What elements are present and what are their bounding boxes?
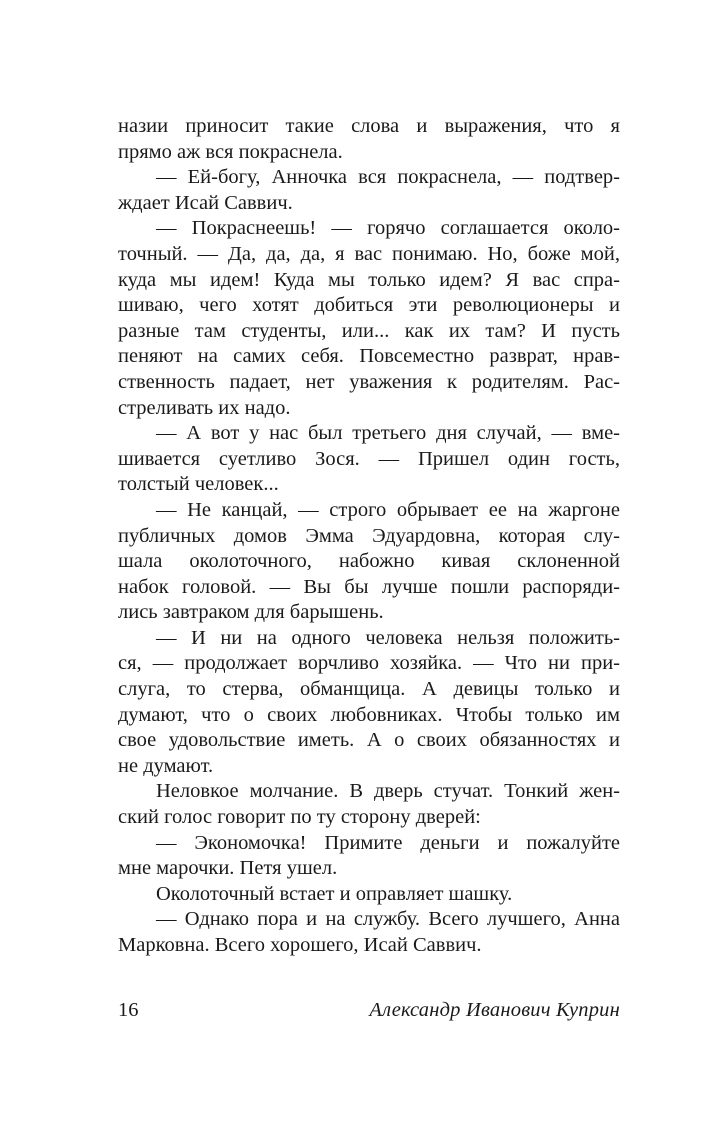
text-line: ский голос говорит по ту сторону дверей: xyxy=(118,806,481,829)
text-line: прямо аж вся покраснела. xyxy=(118,140,343,163)
text-line: — Не канцай, — строго обрывает ее на жаргоне xyxy=(156,498,620,521)
text-line: назии приносит такие слова и выражения, что я xyxy=(118,115,620,137)
text-line: Неловкое молчание. В дверь стучат. Тонкий жен- xyxy=(156,780,620,803)
text-line: шиваю, чего хотят добиться эти революционеры и xyxy=(118,294,620,317)
text-line: — А вот у нас был третьего дня случай, — вме- xyxy=(156,422,620,445)
text-line: не думают. xyxy=(118,754,214,777)
text-line: Околоточный встает и оправляет шашку. xyxy=(156,882,513,905)
text-line: куда мы идем! Куда мы только идем? Я вас спра- xyxy=(118,268,620,291)
running-author: Александр Иванович Куприн xyxy=(369,999,620,1021)
text-line: стреливать их надо. xyxy=(118,396,291,419)
text-line: — И ни на одного человека нельзя положить- xyxy=(156,626,620,649)
body-text xyxy=(118,114,620,959)
text-line: лись завтраком для барышень. xyxy=(118,601,384,624)
text-line: толстый человек... xyxy=(118,473,279,496)
text-line: ждает Исай Саввич. xyxy=(118,191,293,214)
text-line: пеняют на самих себя. Повсеместно разврат, нрав- xyxy=(118,345,620,368)
text-line: ся, — продолжает ворчливо хозяйка. — Что ни при- xyxy=(118,652,620,675)
text-line: — Ей-богу, Анночка вся покраснела, — подтвер- xyxy=(156,166,620,189)
text-line: публичных домов Эмма Эдуардовна, которая слу- xyxy=(118,524,620,547)
page-number: 16 xyxy=(118,999,139,1021)
text-line: думают, что о своих любовниках. Чтобы только им xyxy=(118,703,620,726)
text-line: — Экономочка! Примите деньги и пожалуйте xyxy=(156,831,620,854)
text-line: Марковна. Всего хорошего, Исай Саввич. xyxy=(118,934,482,956)
text-line: мне марочки. Петя ушел. xyxy=(118,857,338,880)
text-line: ственность падает, нет уважения к родителям. Рас- xyxy=(118,370,620,393)
text-line: шивается суетливо Зося. — Пришел один гость, xyxy=(118,447,620,470)
text-line: шала околоточного, набожно кивая склоненной xyxy=(118,550,620,573)
text-line: точный. — Да, да, да, я вас понимаю. Но, боже мой, xyxy=(118,242,620,265)
text-line: — Однако пора и на службу. Всего лучшего, Анна xyxy=(156,908,620,931)
text-line: набок головой. — Вы бы лучше пошли распоряди- xyxy=(118,575,620,598)
text-line: разные там студенты, или... как их там? И пусть xyxy=(118,319,620,342)
text-line: свое удовольствие иметь. А о своих обязанностях и xyxy=(118,729,620,752)
text-line: слуга, то стерва, обманщица. А девицы только и xyxy=(118,678,620,701)
page-footer xyxy=(118,996,620,1024)
text-line: — Покраснеешь! — горячо соглашается около- xyxy=(156,217,620,240)
